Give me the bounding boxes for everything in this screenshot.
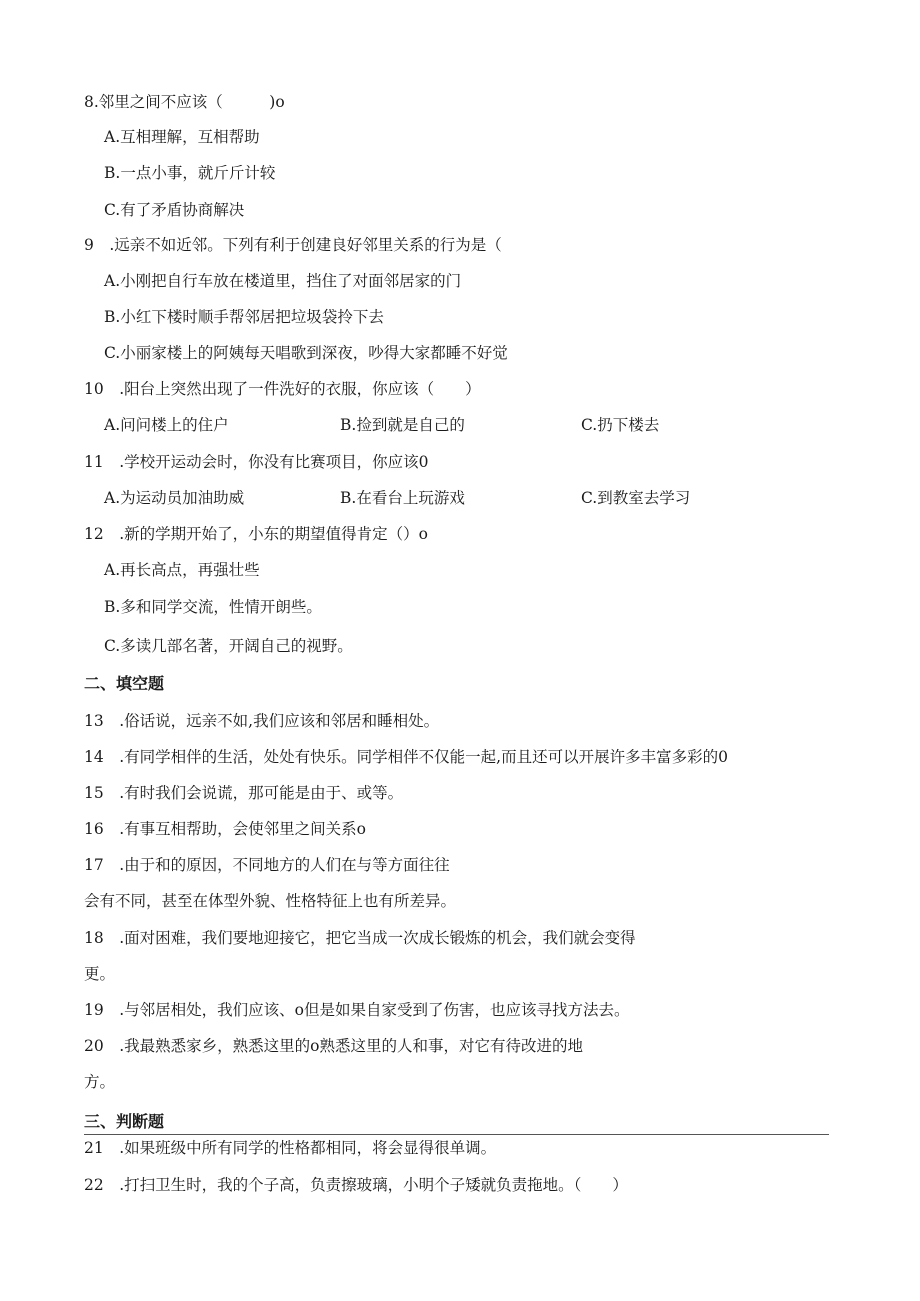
- question-11: 11 .学校开运动会时，你没有比赛项目，你应该0: [84, 453, 429, 471]
- section-heading-true-false: 三、判断题: [84, 1112, 165, 1131]
- question-16: 16 .有事互相帮助，会使邻里之间关系o: [84, 820, 366, 838]
- question-21: 21 .如果班级中所有同学的性格都相同，将会显得很单调。: [84, 1139, 497, 1157]
- question-18-line-2: 更。: [84, 965, 116, 983]
- question-13: 13 .俗话说，远亲不如,我们应该和邻居和睡相处。: [84, 712, 440, 730]
- question-10: 10 .阳台上突然出现了一件洗好的衣服，你应该（ ）: [84, 380, 481, 398]
- question-22: 22 .打扫卫生时，我的个子高，负责擦玻璃，小明个子矮就负责拖地。（ ）: [84, 1176, 628, 1194]
- question-8-option-c: C.有了矛盾协商解决: [104, 201, 245, 219]
- question-19: 19 .与邻居相处，我们应该、o但是如果自家受到了伤害，也应该寻找方法去。: [84, 1001, 630, 1019]
- question-11-option-c: C.到教室去学习: [581, 489, 691, 507]
- question-14: 14 .有同学相伴的生活，处处有快乐。同学相伴不仅能一起,而且还可以开展许多丰富多彩的0: [84, 748, 728, 766]
- question-18-line-1: 18 .面对困难，我们要地迎接它，把它当成一次成长锻炼的机会，我们就会变得: [84, 929, 636, 947]
- question-9-option-a: A.小刚把自行车放在楼道里，挡住了对面邻居家的门: [104, 272, 462, 290]
- question-17-line-1: 17 .由于和的原因，不同地方的人们在与等方面往往: [84, 856, 450, 874]
- question-9-option-c: C.小丽家楼上的阿姨每天唱歌到深夜，吵得大家都睡不好觉: [104, 344, 508, 362]
- section-heading-fill-in: 二、填空题: [84, 674, 165, 693]
- question-11-option-b: B.在看台上玩游戏: [340, 489, 465, 507]
- question-12-option-a: A.再长高点，再强壮些: [104, 561, 260, 579]
- question-9: 9 .远亲不如近邻。下列有利于创建良好邻里关系的行为是（: [84, 236, 502, 254]
- question-10-option-b: B.捡到就是自己的: [340, 416, 465, 434]
- question-12: 12 .新的学期开始了，小东的期望值得肯定（）o: [84, 525, 428, 543]
- question-11-option-a: A.为运动员加油助威: [104, 489, 245, 507]
- question-10-option-a: A.问问楼上的住户: [104, 416, 229, 434]
- question-12-option-c: C.多读几部名著，开阔自己的视野。: [104, 637, 353, 655]
- question-9-option-b: B.小红下楼时顺手帮邻居把垃圾袋拎下去: [104, 308, 384, 326]
- question-15: 15 .有时我们会说谎，那可能是由于、或等。: [84, 784, 404, 802]
- question-10-option-c: C.扔下楼去: [581, 416, 660, 434]
- question-8-option-b: B.一点小事，就斤斤计较: [104, 164, 276, 182]
- question-8: 8.邻里之间不应该（ )o: [84, 93, 285, 111]
- question-12-option-b: B.多和同学交流，性情开朗些。: [104, 598, 322, 616]
- question-20-line-1: 20 .我最熟悉家乡，熟悉这里的o熟悉这里的人和事，对它有待改进的地: [84, 1037, 583, 1055]
- question-17-line-2: 会有不同，甚至在体型外貌、性格特征上也有所差异。: [84, 892, 457, 910]
- section-divider: [84, 1134, 829, 1135]
- question-20-line-2: 方。: [84, 1073, 116, 1091]
- question-8-option-a: A.互相理解，互相帮助: [104, 128, 260, 146]
